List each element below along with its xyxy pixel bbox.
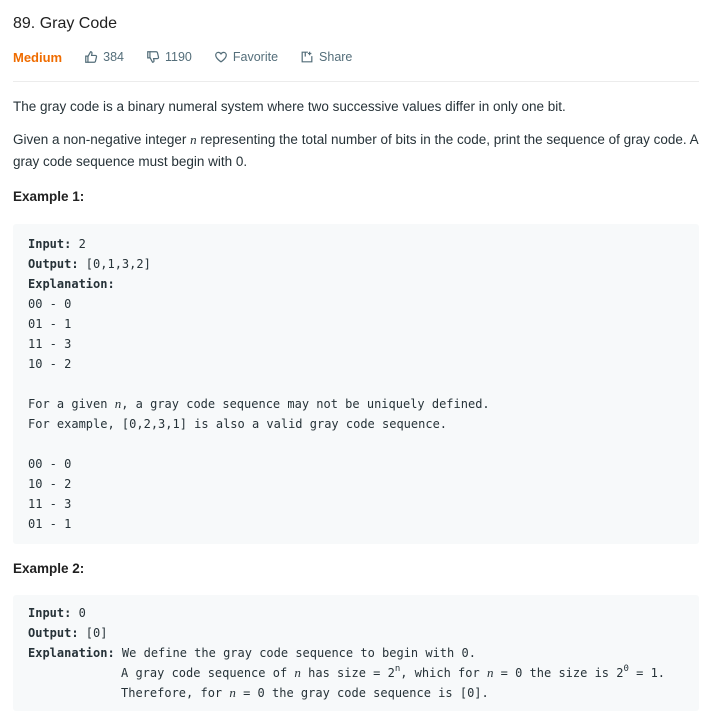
text-span: representing the total number of bits in the code, print the sequence of gray code. A gray code sequence must begin with 0. bbox=[13, 132, 698, 169]
share-icon bbox=[300, 50, 314, 64]
variable-n: n bbox=[486, 665, 494, 680]
example-1-input-line bbox=[28, 234, 684, 254]
problem-title: 89. Gray Code bbox=[13, 15, 118, 32]
example-1-output-line bbox=[28, 254, 684, 274]
code-line: 00 - 0 bbox=[28, 457, 72, 471]
example-1-code-block bbox=[13, 224, 699, 544]
code-line: 10 - 2 bbox=[28, 477, 72, 491]
variable-n: n bbox=[229, 685, 236, 700]
text-span: For a given bbox=[28, 397, 115, 411]
header-divider bbox=[13, 81, 699, 82]
input-value: 0 bbox=[71, 606, 86, 620]
output-value: [0] bbox=[78, 626, 108, 640]
text-span: , a gray code sequence may not be uniquely defined. bbox=[121, 397, 490, 411]
code-line: 10 - 2 bbox=[28, 357, 72, 371]
explanation-label: Explanation: bbox=[28, 646, 115, 660]
thumbs-up-icon bbox=[84, 50, 98, 64]
example-2-code-block bbox=[13, 595, 699, 711]
superscript: n bbox=[394, 664, 401, 674]
blank-line bbox=[28, 374, 684, 394]
text-span: Given a non-negative integer bbox=[13, 132, 191, 147]
explanation-label: Explanation: bbox=[28, 277, 115, 291]
share-button[interactable] bbox=[300, 50, 352, 64]
variable-n: n bbox=[114, 396, 122, 411]
like-count: 384 bbox=[103, 50, 124, 64]
share-label: Share bbox=[319, 50, 353, 64]
example-2-heading: Example 2: bbox=[13, 561, 85, 576]
code-line: 01 - 1 bbox=[28, 317, 72, 331]
heart-icon bbox=[214, 50, 228, 64]
difficulty-badge: Medium bbox=[13, 49, 63, 65]
example-2-input-line bbox=[28, 603, 684, 623]
favorite-button[interactable] bbox=[214, 50, 278, 64]
input-label: Input: bbox=[28, 237, 72, 251]
input-label: Input: bbox=[28, 606, 72, 620]
problem-panel bbox=[13, 0, 699, 711]
input-value: 2 bbox=[71, 237, 86, 251]
like-button[interactable] bbox=[84, 50, 124, 64]
note-line-1 bbox=[28, 394, 684, 414]
favorite-label: Favorite bbox=[232, 50, 279, 64]
blank-line bbox=[28, 434, 684, 454]
code-line: 11 - 3 bbox=[28, 337, 72, 351]
example-2-output-line bbox=[28, 623, 684, 643]
code-line: 00 - 0 bbox=[28, 297, 72, 311]
superscript: 0 bbox=[623, 664, 629, 674]
example-2-explanation-line-3 bbox=[28, 683, 684, 703]
text-span: , which for bbox=[400, 666, 487, 680]
thumbs-down-icon bbox=[146, 50, 160, 64]
variable-n: n bbox=[190, 132, 197, 147]
code-line: 11 - 3 bbox=[28, 497, 72, 511]
variable-n: n bbox=[294, 665, 301, 680]
text-span: Therefore, for bbox=[121, 686, 230, 700]
text-span: = 0 the gray code sequence is [0]. bbox=[235, 686, 489, 700]
description-paragraph-1: The gray code is a binary numeral system where two successive values differ in only one bit. bbox=[13, 99, 566, 114]
description-paragraph-2 bbox=[13, 129, 699, 173]
output-label: Output: bbox=[28, 626, 79, 640]
text-span: A gray code sequence of bbox=[121, 666, 295, 680]
text-span: has size = 2 bbox=[300, 666, 395, 680]
output-value: [0,1,3,2] bbox=[78, 257, 151, 271]
example-2-explanation-line-1 bbox=[28, 643, 684, 663]
example-2-explanation-line-2 bbox=[28, 663, 684, 683]
text-span: We define the gray code sequence to begin with 0. bbox=[114, 646, 476, 660]
dislike-count: 1190 bbox=[164, 50, 192, 64]
text-span: = 1. bbox=[628, 666, 666, 680]
example-1-heading: Example 1: bbox=[13, 189, 85, 204]
output-label: Output: bbox=[28, 257, 79, 271]
dislike-button[interactable] bbox=[146, 50, 192, 64]
text-span: = 0 the size is 2 bbox=[493, 666, 624, 680]
problem-meta-bar bbox=[13, 46, 699, 68]
note-line-2: For example, [0,2,3,1] is also a valid gray code sequence. bbox=[28, 417, 448, 431]
code-line: 01 - 1 bbox=[28, 517, 72, 531]
